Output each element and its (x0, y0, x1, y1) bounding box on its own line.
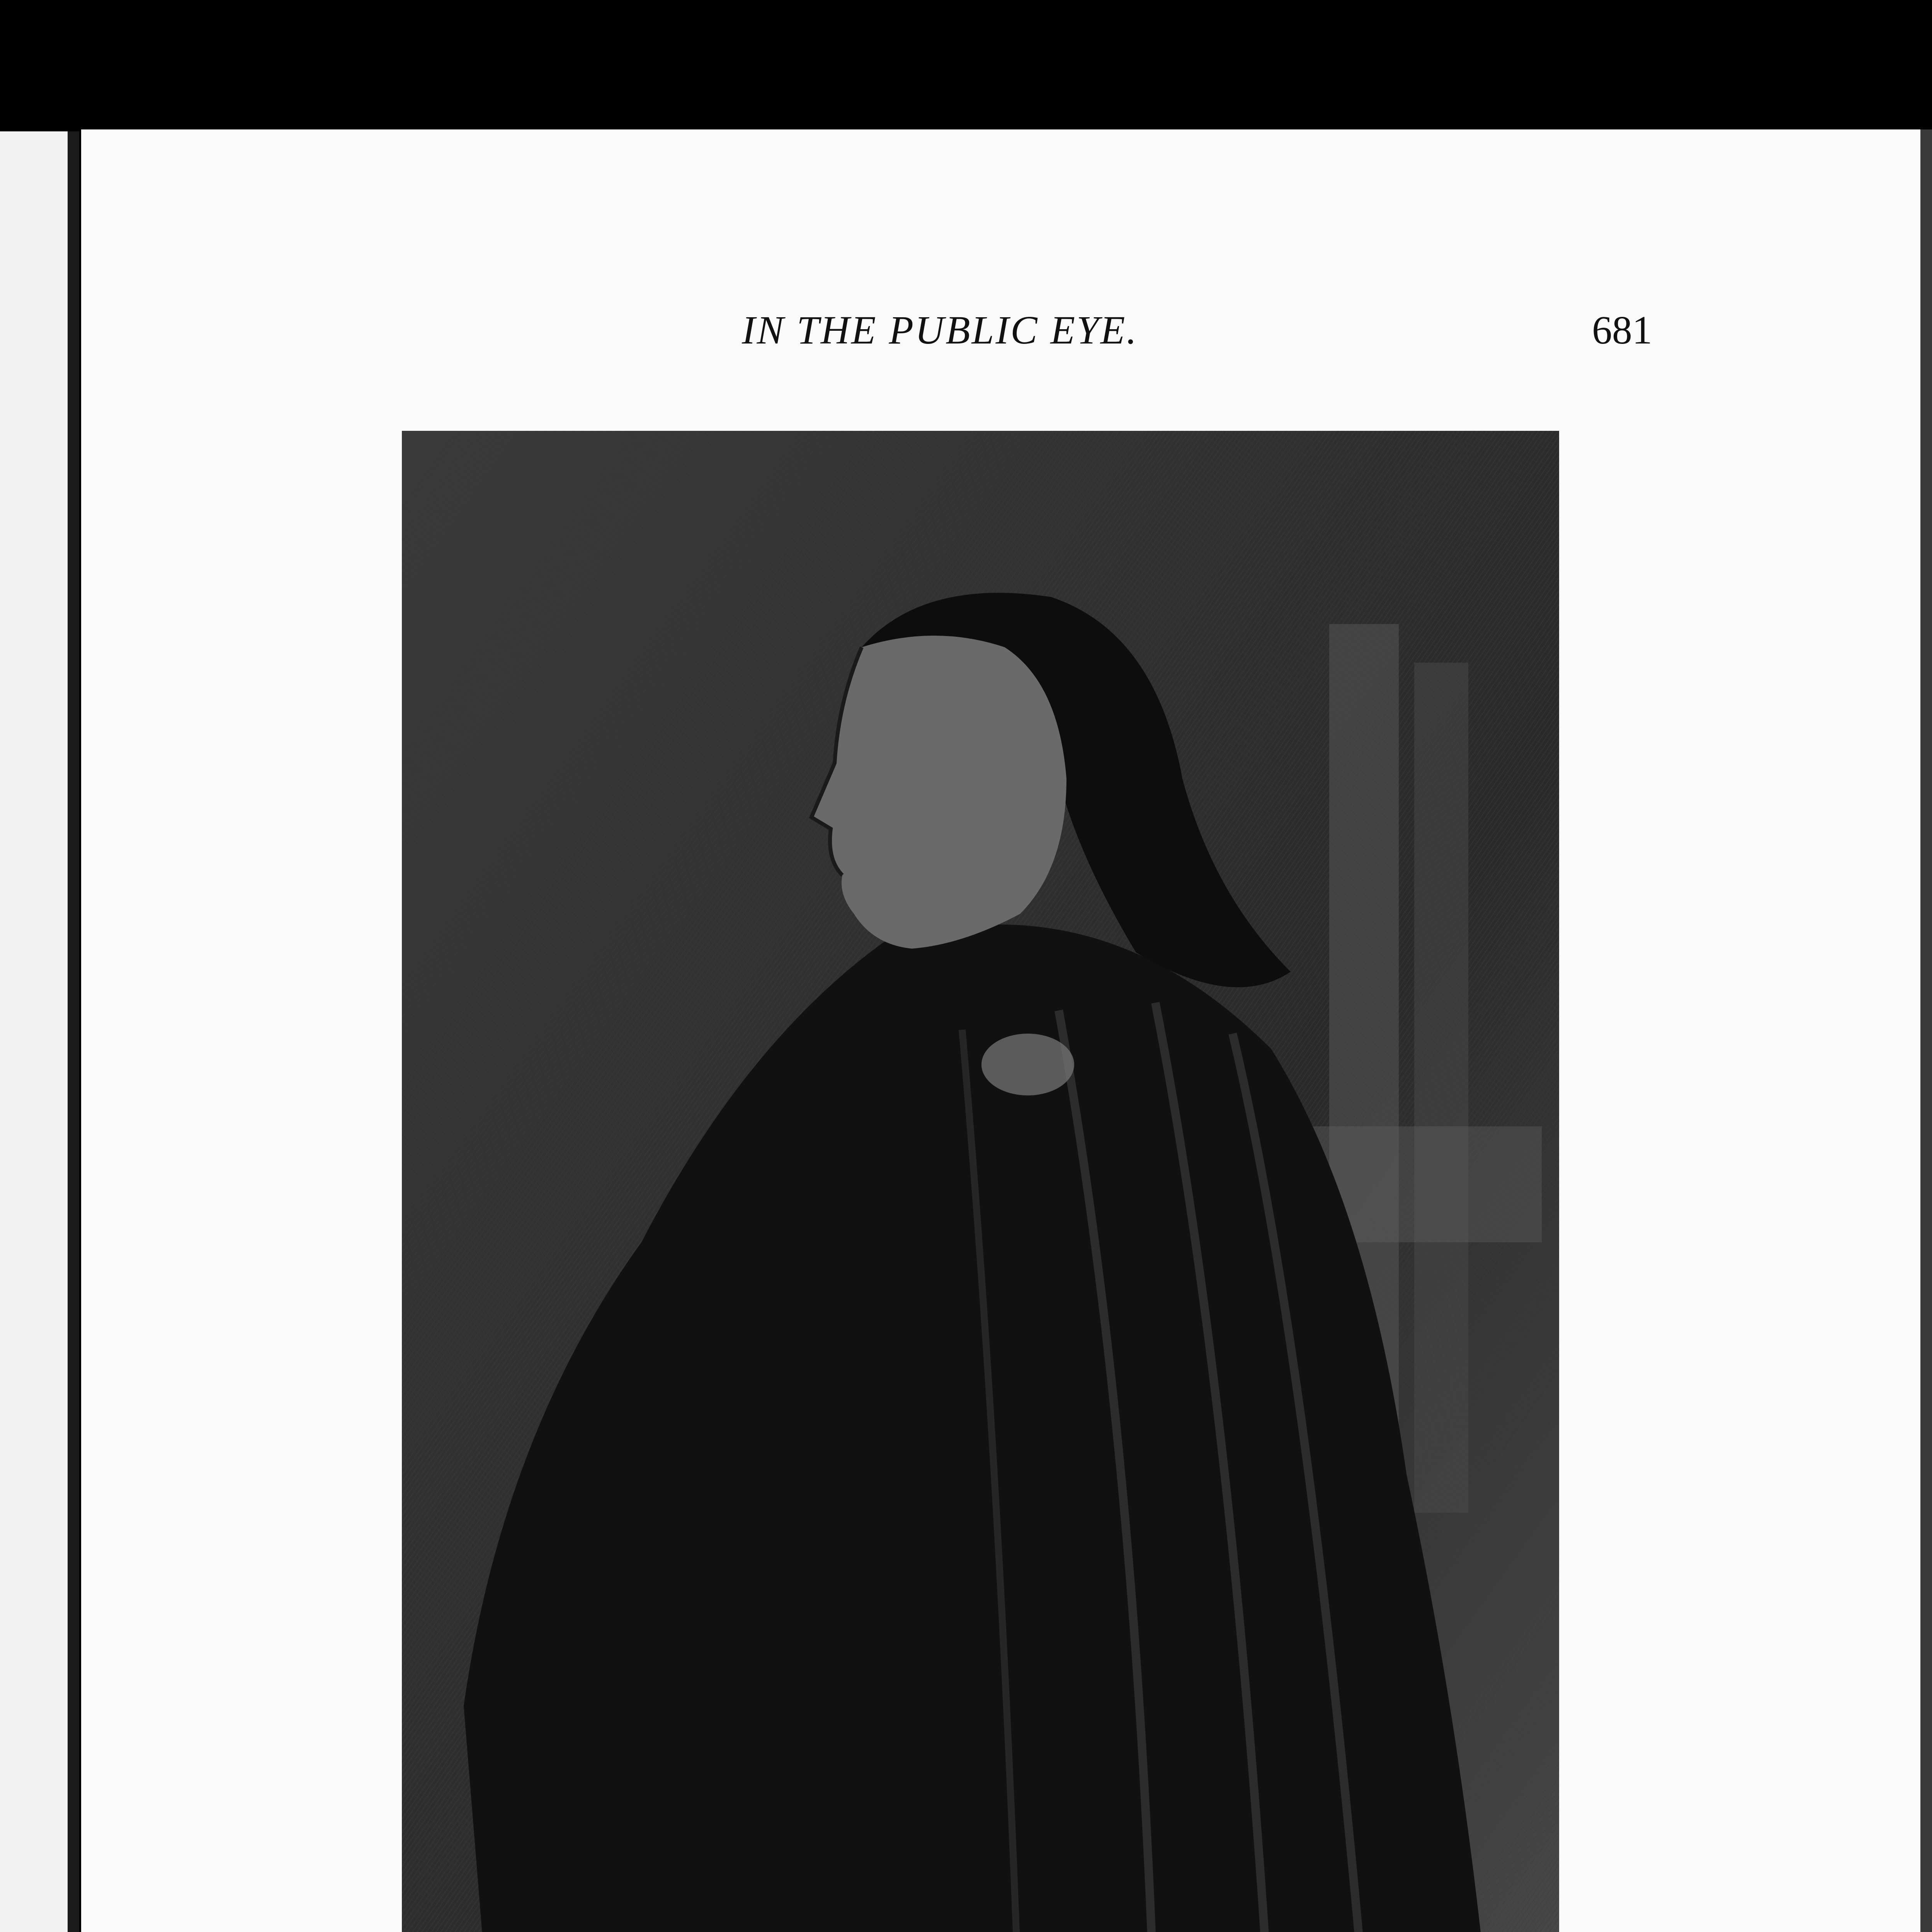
book-gutter (68, 131, 79, 1932)
portrait-engraving (402, 431, 1559, 1932)
left-page-edge (0, 131, 68, 1932)
running-head: IN THE PUBLIC EYE. (742, 308, 1138, 352)
page-number: 681 (1592, 308, 1652, 352)
page-right-edge (1920, 129, 1932, 1932)
